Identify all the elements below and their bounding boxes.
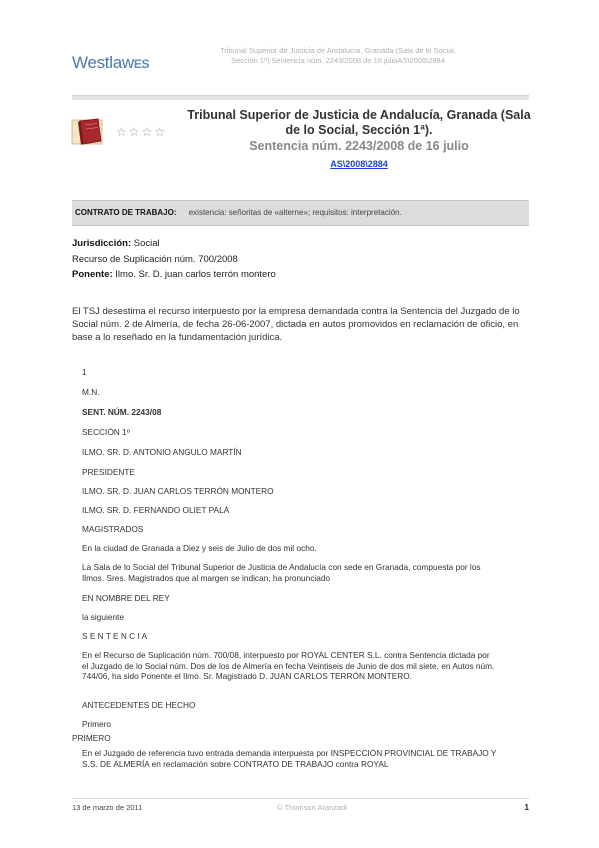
document-header <box>72 44 532 84</box>
book-icon <box>70 117 106 147</box>
header-ref-line-1: Tribunal Superior de Justicia de Andalucía, Granada (Sala de lo Social, <box>219 46 457 55</box>
body-paragraph: SENT. NÚM. 2243/08 <box>82 407 162 417</box>
court-title-line-1: Tribunal Superior de Justicia de Andalucía, Granada (Sala <box>187 108 531 122</box>
body-paragraph: Primero <box>82 719 112 729</box>
body-paragraph: la siguiente <box>82 612 124 622</box>
jurisdiction-label: Jurisdicción: <box>72 238 132 249</box>
westlaw-logo <box>72 53 149 73</box>
title-block <box>184 108 534 172</box>
relevance-stars: ☆☆☆☆ <box>116 125 168 139</box>
body-paragraph: ANTECEDENTES DE HECHO <box>82 700 196 710</box>
sentence-title: Sentencia núm. 2243/2008 de 16 julio <box>249 139 469 153</box>
body-paragraph: ILMO. SR. D. FERNANDO OLIET PALÁ <box>82 505 230 515</box>
rapporteur-value: Ilmo. Sr. D. juan carlos terrón montero <box>115 269 276 280</box>
court-title <box>184 108 534 138</box>
body-paragraph: PRESIDENTE <box>82 467 136 477</box>
appeal-row: Recurso de Suplicación núm. 700/2008 <box>72 253 238 265</box>
header-ref-line-2: Sección 1ª).Sentencia núm. 2243/2008 de 16 julioAS\2008\2884 <box>231 56 445 65</box>
body-paragraph: PRIMERO <box>72 733 111 743</box>
summary-keyword: CONTRATO DE TRABAJO: <box>75 208 177 217</box>
body-paragraph: En el Juzgado de referencia tuvo entrada demanda interpuesta por INSPECCIÓN PROVINCIAL DE TRABAJO Y S.S. DE ALMERÍA en reclamación sobre CONTRATO DE TRABAJO contra ROYAL <box>82 748 497 769</box>
logo-suffix: ES <box>133 57 150 71</box>
summary-description: existencia: señoritas de «alterne»; requisitos: interpretación. <box>188 208 402 217</box>
body-paragraph: 1 <box>82 367 87 377</box>
rapporteur-label: Ponente: <box>72 269 113 280</box>
rapporteur-row <box>72 267 276 283</box>
jurisdiction-row <box>72 236 276 252</box>
page-footer <box>72 798 529 812</box>
footer-date: 13 de marzo de 2011 <box>72 803 143 812</box>
jurisdiction-value: Social <box>133 238 160 249</box>
body-paragraph: En el Recurso de Suplicación núm. 700/08, interpuesto por ROYAL CENTER S.L. contra Sentencia dictada por el Juzgado de lo Social núm. Dos de los de Almería en fecha Veintiseis de Junio de dos mil siete, en Autos núm. 744/06, ha sido Ponente el Ilmo. Sr. Magistrado D. JUAN CARLOS TERRÓN MONTERO. <box>82 650 495 681</box>
body-paragraph: ILMO. SR. D. JUAN CARLOS TERRÓN MONTERO <box>82 486 274 496</box>
case-metadata <box>72 236 276 283</box>
body-paragraph: EN NOMBRE DEL REY <box>82 593 170 603</box>
court-title-line-2: de lo Social, Sección 1ª). <box>285 123 433 137</box>
body-paragraph: ILMO. SR. D. ANTONIO ANGULO MARTÍN <box>82 447 242 457</box>
case-abstract: El TSJ desestima el recurso interpuesto por la empresa demandada contra la Sentencia del Juzgado de lo Social núm. 2 de Almería, de fecha 26-06-2007, dictada en autos promovidos en reclamación de oficio, en base a lo reseñado en la fundamentación jurídica. <box>72 306 520 343</box>
logo-main: Westlaw <box>72 53 134 72</box>
body-paragraph: S E N T E N C I A <box>82 631 148 641</box>
page-number: 1 <box>524 803 529 812</box>
body-paragraph: La Sala de lo Social del Tribunal Superior de Justicia de Andalucía con sede en Granada, compuesta por los Ilmos. Sres. Magistrados que al margen se indican, ha pronunciado <box>82 562 481 583</box>
body-paragraph: M.N. <box>82 387 100 397</box>
body-paragraph: MAGISTRADOS <box>82 524 144 534</box>
footer-copyright: © Thomson Aranzadi <box>277 803 348 812</box>
header-document-reference <box>168 46 508 66</box>
body-paragraph: En la ciudad de Granada a Diez y seis de Julio de dos mil ocho. <box>82 543 317 553</box>
summary-box <box>72 200 529 226</box>
title-divider <box>72 95 529 100</box>
reference-link[interactable]: AS\2008\2884 <box>330 159 388 169</box>
body-paragraph: SECCIÓN 1º <box>82 427 130 437</box>
